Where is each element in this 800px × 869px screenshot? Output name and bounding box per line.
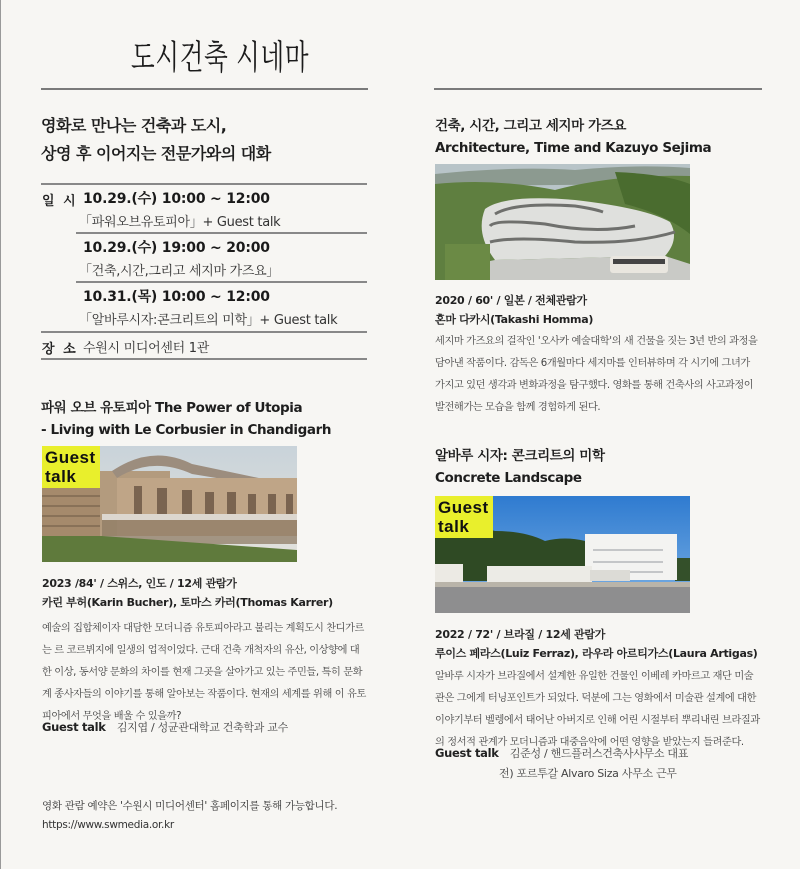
film-description <box>435 331 795 419</box>
film-year-runtime-country-rating: 2022 / 72' / 브라질 / 12세 관람가 <box>435 628 606 641</box>
session-1-datetime: 10.29.(수) 10:00 ~ 12:00 <box>83 191 270 207</box>
description-line: 의 정서적 관계가 모더니즘과 대중음악에 어떤 영향을 받았는지 들려준다. <box>435 737 744 748</box>
film-title-line-1: 건축, 시간, 그리고 세지마 가즈요 <box>435 118 626 134</box>
venue-value: 수원시 미디어센터 1관 <box>83 341 209 356</box>
date-label: 일 시 <box>42 194 78 209</box>
description-line: 알바루 시자가 브라질에서 설계한 유일한 건물인 이베레 카마르고 재단 미술 <box>435 671 754 682</box>
guest-talk-label: Guest talk <box>435 746 499 760</box>
description-line: 관은 그에게 터닝포인트가 되었다. 덕분에 그는 영화에서 미술관 설계에 대한 <box>435 693 757 704</box>
description-line: 이야기부터 벨렝에서 태어난 아버지로 인해 어린 시절부터 뿌리내린 브라질과 <box>435 715 760 726</box>
headline-line-1: 영화로 만나는 건축과 도시, <box>41 116 227 135</box>
badge-line-2: talk <box>45 467 77 486</box>
guest-talk-badge <box>42 446 100 488</box>
description-line: 계 종사자들의 이야기를 통해 알아보는 작품이다. 현재의 세계를 위해 이 유토 <box>42 689 366 700</box>
reservation-notice: 영화 관람 예약은 '수원시 미디어센터' 홈페이지를 통해 가능합니다. <box>42 800 338 812</box>
footer <box>42 797 337 835</box>
venue-top-divider <box>41 331 367 333</box>
guest-speaker: 김준성 / 핸드플러스건축사사무소 대표 <box>509 747 689 760</box>
ibere-camargo-museum-photo <box>435 496 690 613</box>
chandigarh-building-photo <box>42 446 297 562</box>
osaka-university-of-arts-photo <box>435 164 690 280</box>
guest-speaker: 김지엽 / 성균관대학교 건축학과 교수 <box>116 721 288 734</box>
film-directors: 카린 부허(Karin Bucher), 토마스 카러(Thomas Karrer) <box>42 596 333 609</box>
description-line: 발전해가는 모습을 함께 경험하게 된다. <box>435 402 601 413</box>
header-divider-left <box>41 88 368 90</box>
schedule-top-divider <box>41 183 367 185</box>
session-1-program: 「파워오브유토피아」+ Guest talk <box>79 215 281 230</box>
film-title-line-2: - Living with Le Corbusier in Chandigarh <box>41 422 332 438</box>
film-info <box>435 291 593 329</box>
description-line: 가지고 있던 생각과 변화과정을 탐구했다. 영화를 통해 건축사의 사고과정이 <box>435 380 754 391</box>
description-line: 피아에서 무엇을 배울 수 있을까? <box>42 711 182 722</box>
schedule-bottom-divider <box>41 358 367 360</box>
guest-talk-label: Guest talk <box>42 720 106 734</box>
badge-line-1: Guest <box>45 448 96 467</box>
session-2-datetime: 10.29.(수) 19:00 ~ 20:00 <box>83 240 270 256</box>
venue-label: 장 소 <box>42 342 78 357</box>
film-directors: 루이스 페라스(Luiz Ferraz), 라우라 아르티가스(Laura Artigas) <box>435 647 758 660</box>
header-divider-right <box>434 88 762 90</box>
poster-title: 도시건축 시네마 <box>131 38 310 78</box>
film-title-line-2: Concrete Landscape <box>435 470 582 486</box>
film-info <box>435 625 758 663</box>
guest-talk-badge <box>435 496 493 538</box>
film-description <box>435 666 795 754</box>
description-line: 예술의 집합체이자 대담한 모더니즘 유토피아라고 불리는 계획도시 찬디가르 <box>42 623 364 634</box>
film-title <box>435 115 711 159</box>
film-title <box>435 445 605 489</box>
sejima-building-illustration <box>435 164 690 280</box>
film-info <box>42 574 333 612</box>
intro-headline <box>41 112 271 168</box>
description-line: 세지마 가즈요의 걸작인 '오사카 예술대학'의 새 건물을 짓는 3년 반의 과정을 <box>435 336 758 347</box>
guest-talk-info <box>435 743 688 784</box>
film-title-line-1: 파워 오브 유토피아 The Power of Utopia <box>41 400 303 416</box>
film-title-line-2: Architecture, Time and Kazuyo Sejima <box>435 140 712 156</box>
session-divider <box>76 281 367 283</box>
film-directors: 혼마 다카시(Takashi Homma) <box>435 313 594 326</box>
session-divider <box>76 232 367 234</box>
badge-line-1: Guest <box>438 498 489 517</box>
film-title-line-1: 알바루 시자: 콘크리트의 미학 <box>435 448 605 464</box>
description-line: 는 르 코르뷔지에 일생의 업적이었다. 근대 건축 개척자의 유산, 이상향에 대 <box>42 645 360 656</box>
session-3-program: 「알바루시자:콘크리트의 미학」+ Guest talk <box>79 313 338 328</box>
guest-talk-info <box>42 717 288 738</box>
description-line: 담아낸 작품이다. 감독은 6개월마다 세지마를 인터뷰하며 각 시기에 그녀가 <box>435 358 750 369</box>
session-2-program: 「건축,시간,그리고 세지마 가즈요」 <box>79 264 280 279</box>
badge-line-2: talk <box>438 517 470 536</box>
headline-line-2: 상영 후 이어지는 전문가와의 대화 <box>41 144 271 163</box>
description-line: 한 이상, 동서양 문화의 차이를 현재 그곳을 살아가고 있는 주민들, 특히 문화 <box>42 667 363 678</box>
film-title <box>41 397 331 441</box>
film-year-runtime-country-rating: 2023 /84' / 스위스, 인도 / 12세 관람가 <box>42 577 237 590</box>
film-description <box>42 618 402 728</box>
guest-speaker-note: 전) 포르투갈 Alvaro Siza 사무소 근무 <box>499 767 677 780</box>
website-link[interactable]: https://www.swmedia.or.kr <box>42 819 174 831</box>
session-3-datetime: 10.31.(목) 10:00 ~ 12:00 <box>83 289 270 305</box>
film-year-runtime-country-rating: 2020 / 60' / 일본 / 전체관람가 <box>435 294 587 307</box>
